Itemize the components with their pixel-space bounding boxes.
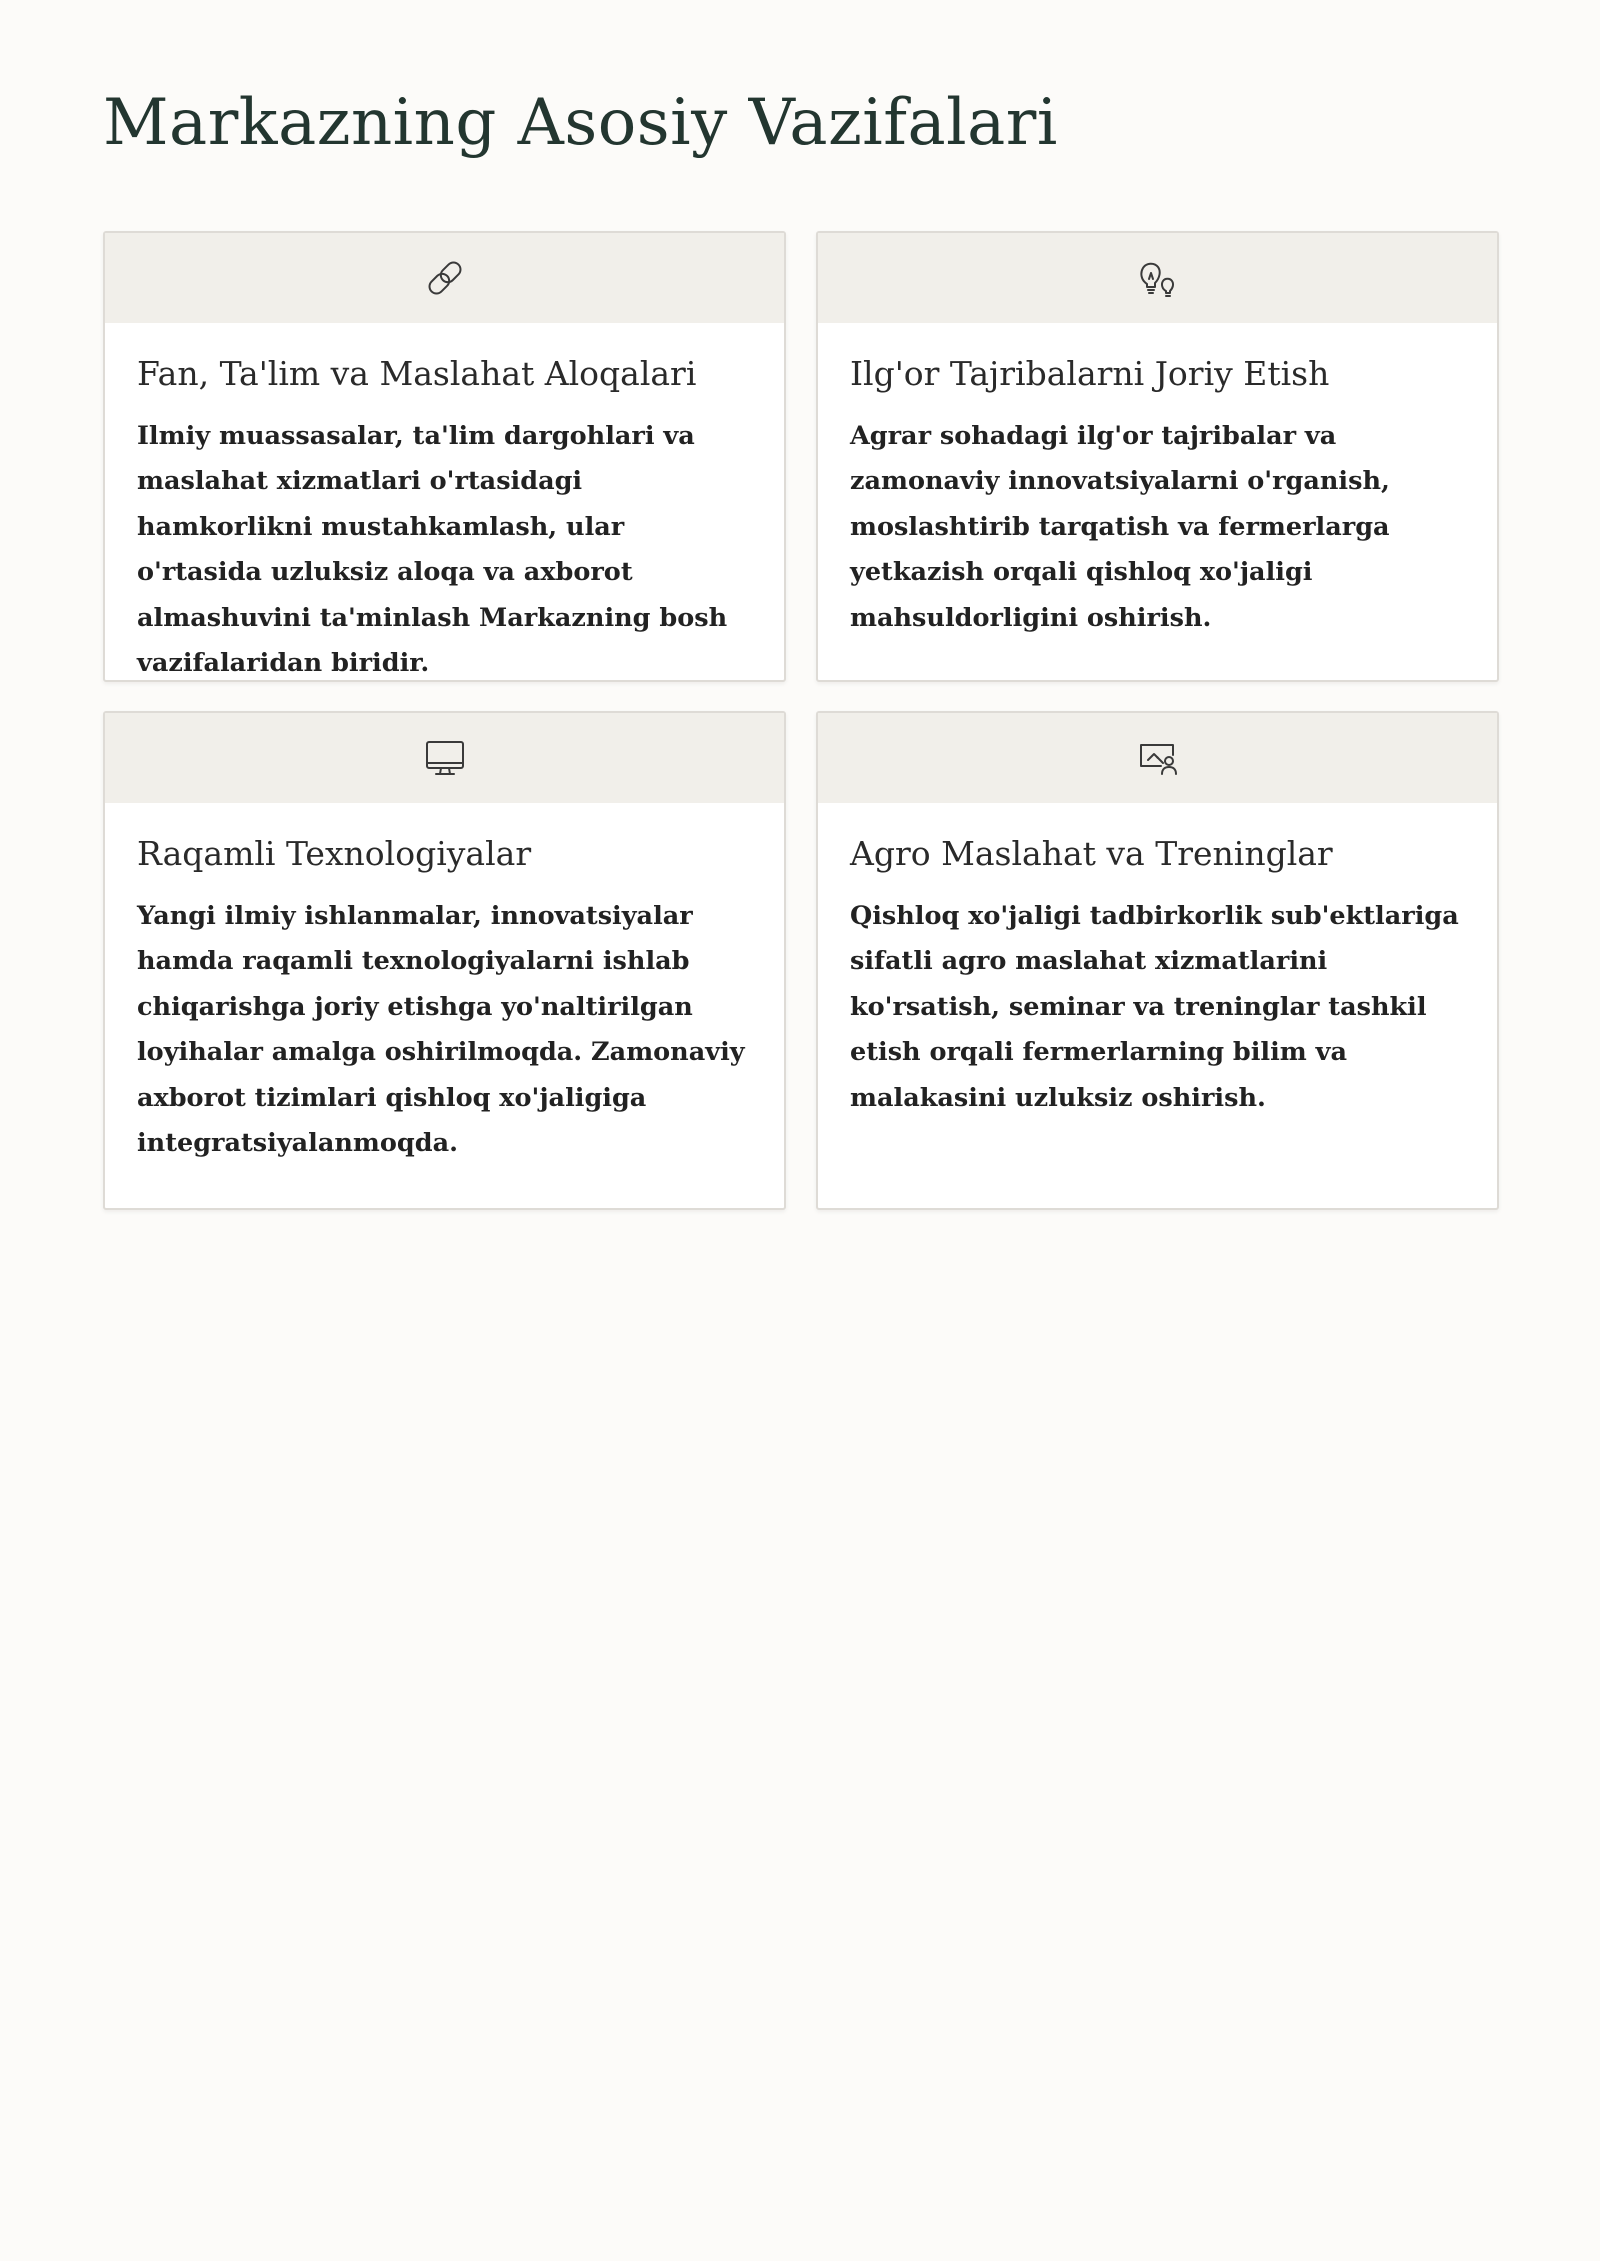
lightbulbs-icon [1133,253,1183,303]
card-header [818,713,1497,803]
card-body [818,803,1497,1141]
task-card-agro-consulting [816,711,1499,1210]
card-title: Raqamli Texnologiyalar [137,834,532,873]
link-icon [420,253,470,303]
card-header [105,233,784,323]
task-card-science-education [103,231,786,682]
card-body [818,323,1497,661]
card-text: Ilmiy muassasalar, ta'lim dargohlari va maslahat xizmatlari o'rtasidagi hamkorlikni mustahkamlash, ular o'rtasida uzluksiz aloqa va axborot almashuvini ta'minlash Markazning bosh vazifalaridan biridir. [137,420,728,679]
card-title: Ilg'or Tajribalarni Joriy Etish [850,354,1330,393]
card-title: Agro Maslahat va Treninglar [850,834,1333,873]
page-title: Markazning Asosiy Vazifalari [103,86,1058,160]
card-text: Yangi ilmiy ishlanmalar, innovatsiyalar hamda raqamli texnologiyalarni ishlab chiqarishga joriy etishga yo'naltirilgan loyihalar amalga oshirilmoqda. Zamonaviy axborot tizimlari qishloq xo'jaligiga integratsiyalanmoqda. [137,900,745,1159]
card-title: Fan, Ta'lim va Maslahat Aloqalari [137,354,697,393]
tasks-grid [103,231,1499,1210]
card-text: Qishloq xo'jaligi tadbirkorlik sub'ektlariga sifatli agro maslahat xizmatlarini ko'rsatish, seminar va treninglar tashkil etish orqali fermerlarning bilim va malakasini uzluksiz oshirish. [850,900,1459,1113]
presentation-icon [1133,733,1183,783]
task-card-best-practices [816,231,1499,682]
task-card-digital-tech [103,711,786,1210]
card-text: Agrar sohadagi ilg'or tajribalar va zamonaviy innovatsiyalarni o'rganish, moslashtirib tarqatish va fermerlarga yetkazish orqali qishloq xo'jaligi mahsuldorligini oshirish. [850,420,1390,633]
card-body [105,803,784,1187]
card-header [818,233,1497,323]
card-header [105,713,784,803]
monitor-icon [420,733,470,783]
card-body [105,323,784,682]
